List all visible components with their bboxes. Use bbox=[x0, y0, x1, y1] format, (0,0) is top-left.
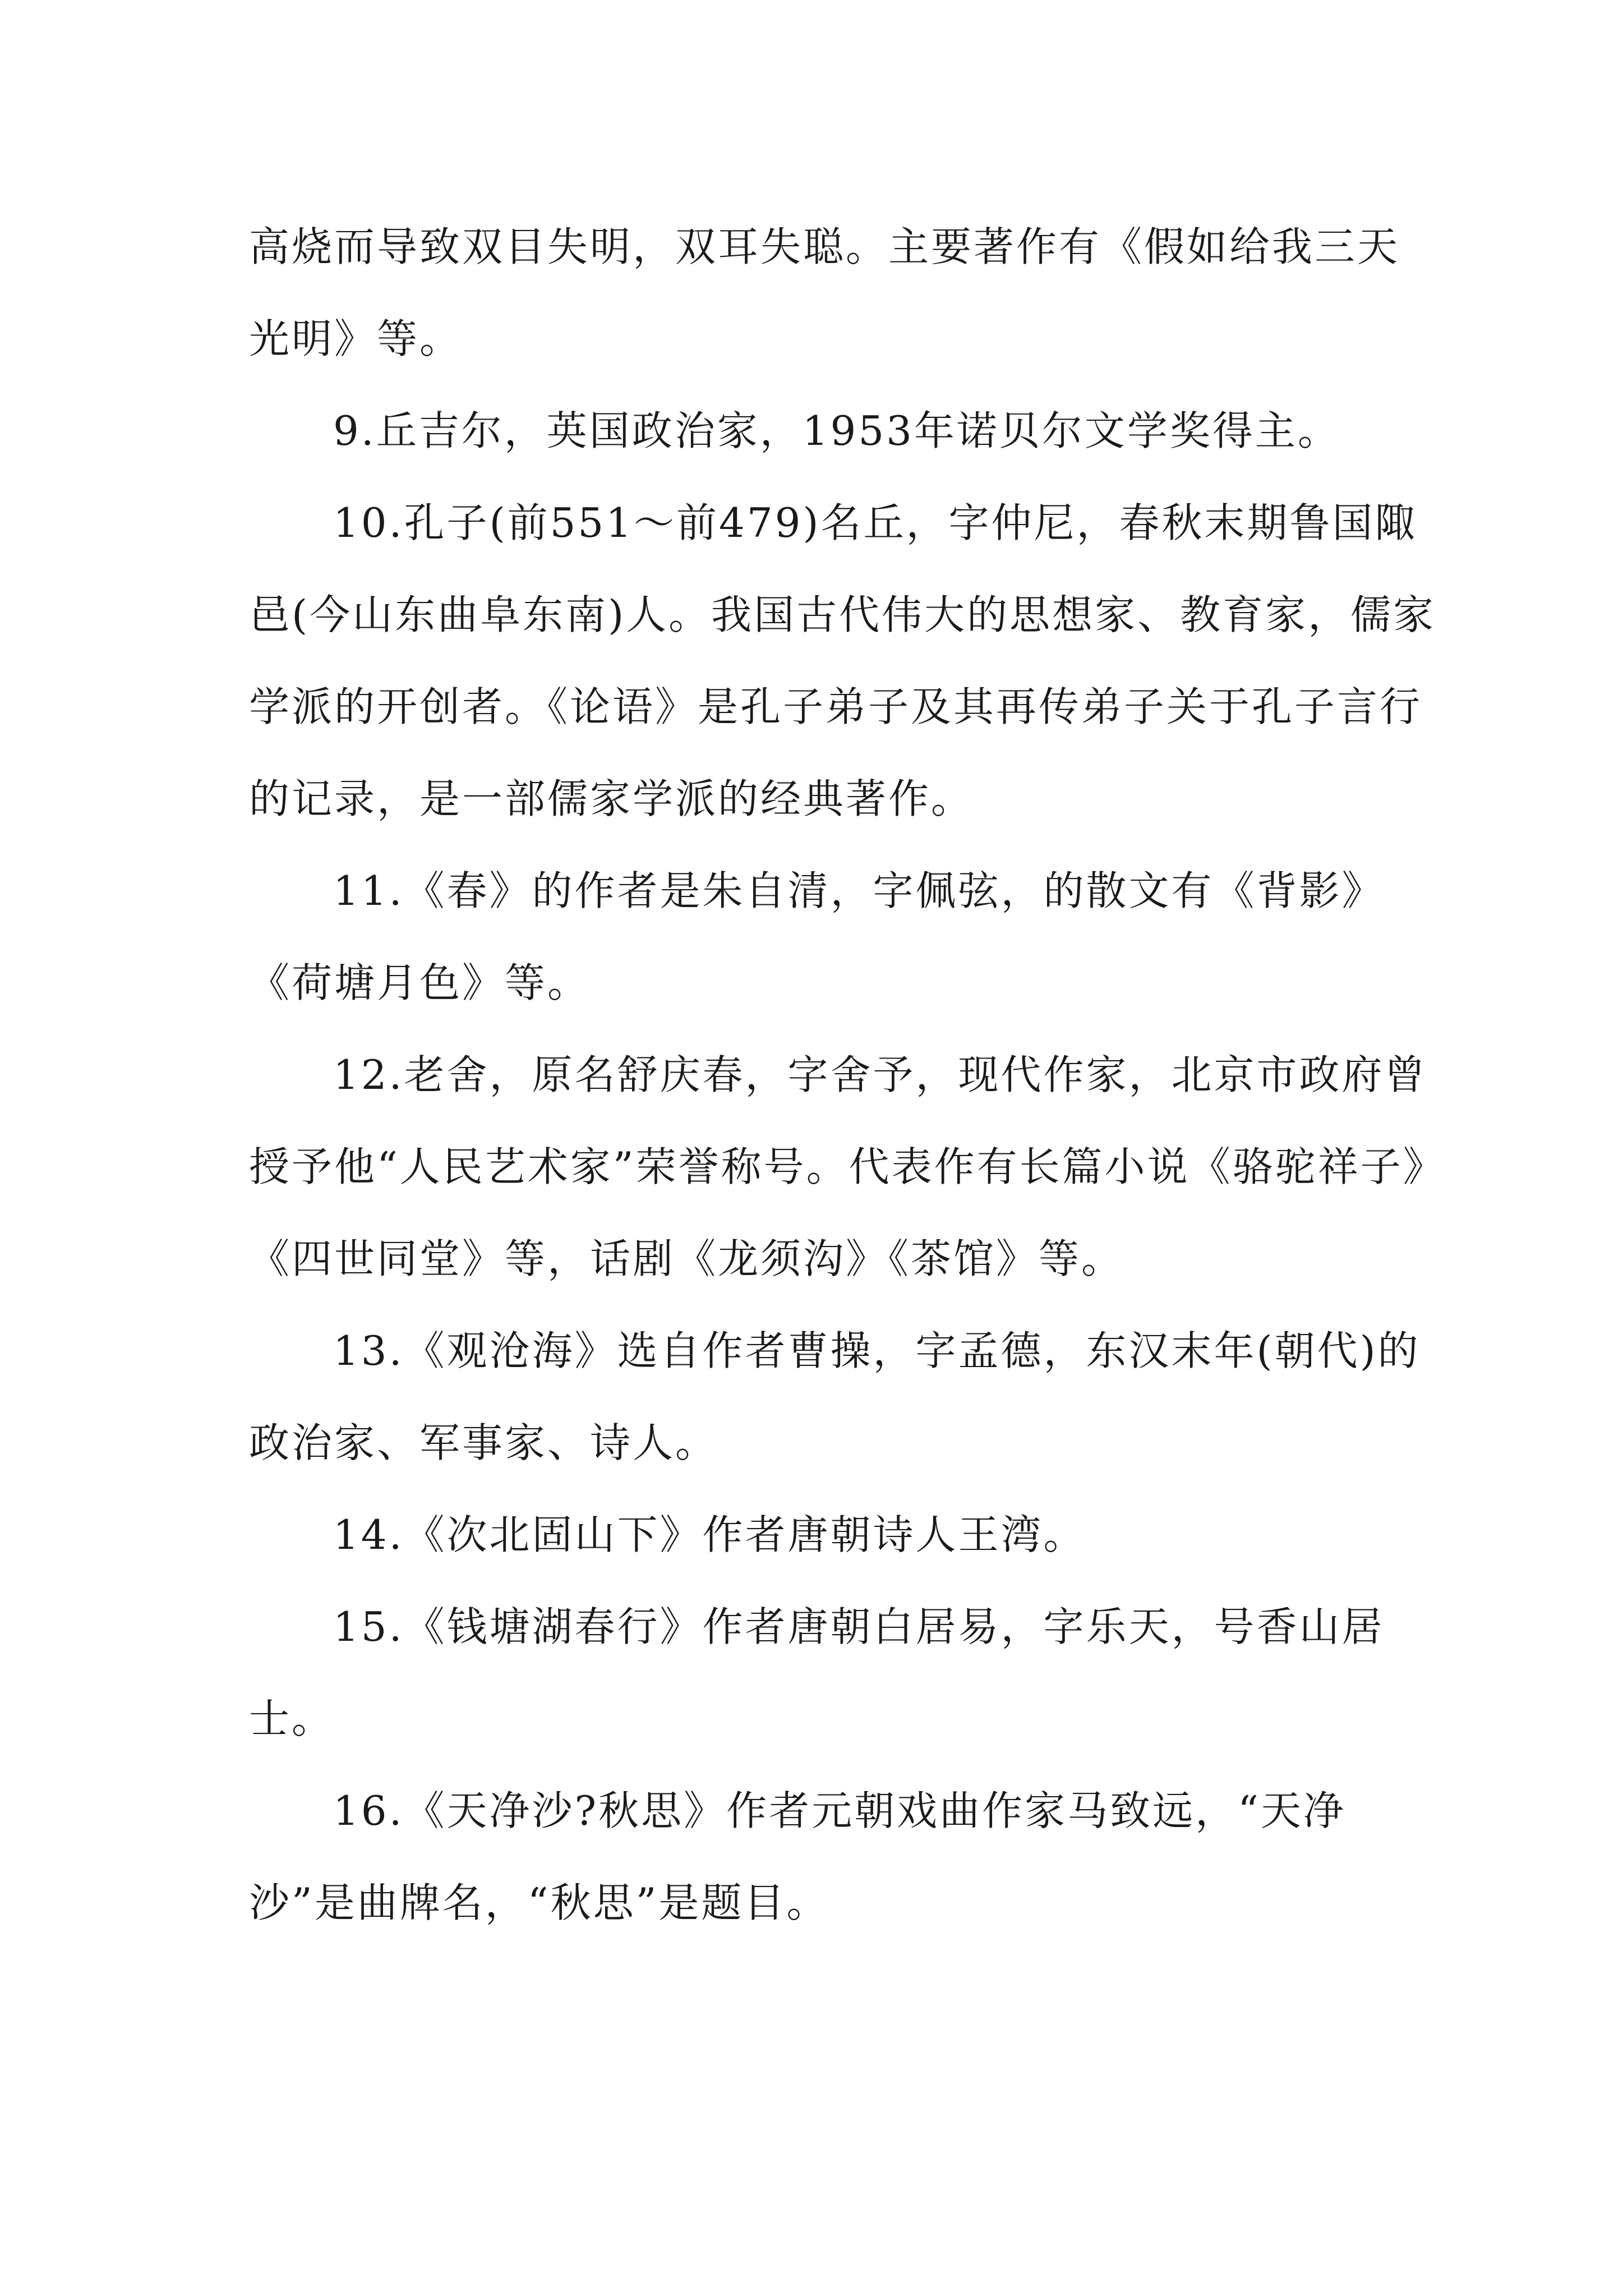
paragraph-item-9: 9.丘吉尔，英国政治家，1953年诺贝尔文学奖得主。 bbox=[333, 407, 1340, 454]
paragraph-item-11: 11.《春》的作者是朱自清，字佩弦，的散文有《背影》《荷塘月色》等。 bbox=[249, 867, 1385, 1006]
paragraph-item-12: 12.老舍，原名舒庆春，字舍予，现代作家，北京市政府曾授予他“人民艺术家”荣誉称号。代表作有长篇小说《骆驼祥子》《四世同堂》等，话剧《龙须沟》《茶馆》等。 bbox=[249, 1051, 1427, 1282]
paragraph-item-10: 10.孔子(前551～前479)名丘，字仲尼，春秋末期鲁国陬邑(今山东曲阜东南)人。我国古代伟大的思想家、教育家，儒家学派的开创者。《论语》是孔子弟子及其再传弟子关于孔子言行的记录，是一部儒家学派的经典著作。 bbox=[249, 499, 1436, 822]
paragraph-item-15: 15.《钱塘湖春行》作者唐朝白居易，字乐天，号香山居士。 bbox=[249, 1603, 1385, 1742]
paragraph-item-16: 16.《天净沙?秋思》作者元朝戏曲作家马致远，“天净沙”是曲牌名，“秋思”是题目。 bbox=[249, 1787, 1346, 1926]
paragraph-continuation: 高烧而导致双目失明，双耳失聪。主要著作有《假如给我三天光明》等。 bbox=[249, 223, 1400, 362]
paragraph-item-13: 13.《观沧海》选自作者曹操，字孟德，东汉末年(朝代)的政治家、军事家、诗人。 bbox=[249, 1327, 1421, 1466]
document-body bbox=[249, 201, 1438, 1949]
paragraph-item-14: 14.《次北固山下》作者唐朝诗人王湾。 bbox=[333, 1511, 1086, 1558]
